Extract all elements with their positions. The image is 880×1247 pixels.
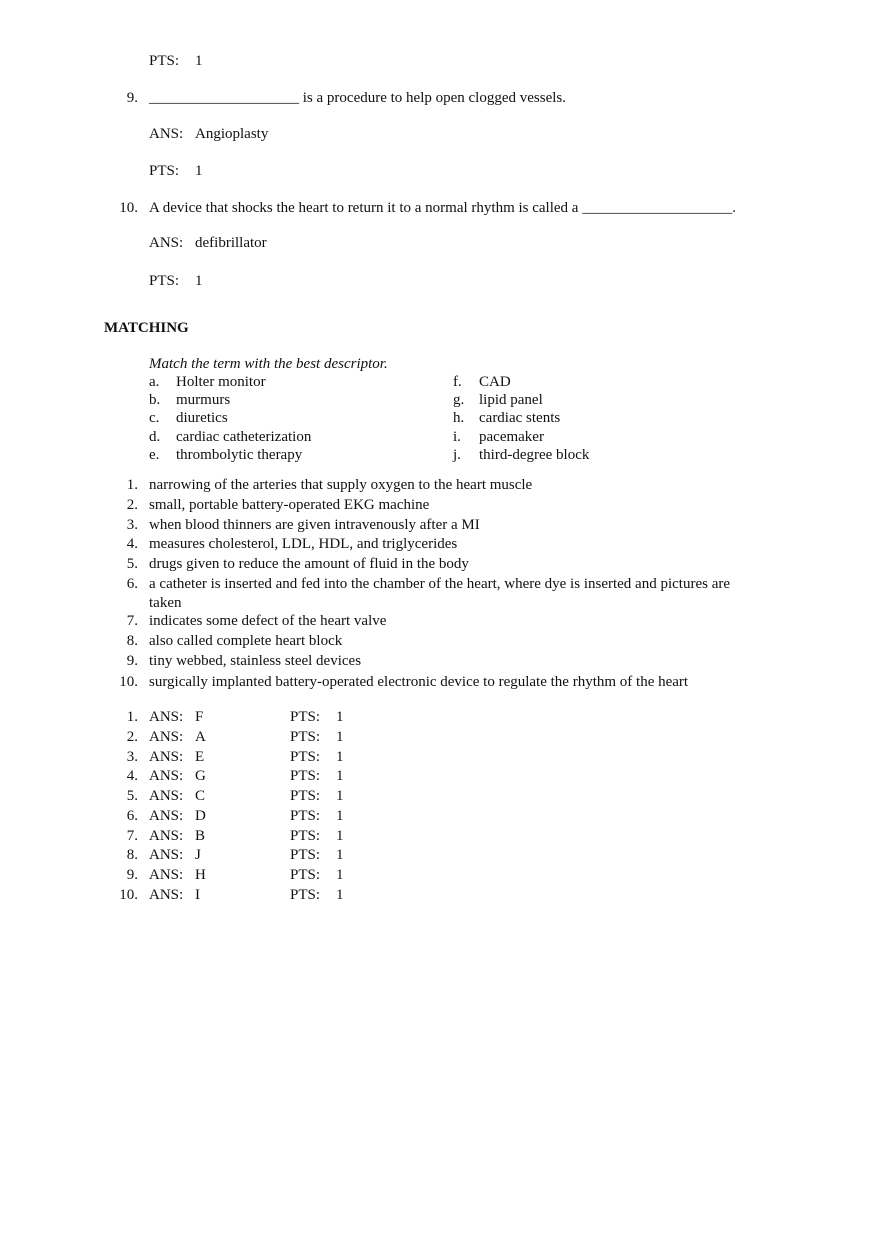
term-letter: g.: [453, 392, 465, 408]
item-number: 8.: [126, 633, 138, 649]
points-value: 1: [336, 828, 344, 844]
question-text: [149, 199, 736, 217]
answer-number: 3.: [126, 749, 138, 765]
answer-label: ANS:: [149, 729, 184, 745]
term-letter: a.: [149, 374, 160, 390]
question-text-part: .: [732, 200, 736, 216]
points-label: PTS:: [290, 768, 321, 784]
points-value: 1: [336, 847, 344, 863]
points-label: PTS:: [290, 867, 321, 883]
item-number: 4.: [126, 536, 138, 552]
term-letter: e.: [149, 447, 160, 463]
question-text: [149, 89, 566, 107]
term-letter: i.: [453, 429, 461, 445]
term-letter: b.: [149, 392, 161, 408]
answer-value: H: [195, 867, 206, 883]
term-text: cardiac catheterization: [176, 429, 312, 445]
points-label: PTS:: [290, 847, 321, 863]
answer-blank: ____________________: [149, 90, 299, 106]
term-letter: h.: [453, 410, 465, 426]
item-number: 9.: [126, 653, 138, 669]
points-value: 1: [336, 709, 344, 725]
answer-label: ANS:: [149, 847, 184, 863]
points-value: 1: [336, 768, 344, 784]
answer-value: D: [195, 808, 206, 824]
answer-label: ANS:: [149, 126, 184, 142]
item-text-continued: taken: [149, 595, 182, 611]
answer-label: ANS:: [149, 867, 184, 883]
answer-number: 7.: [126, 828, 138, 844]
answer-value: A: [195, 729, 206, 745]
points-label: PTS:: [290, 749, 321, 765]
term-text: diuretics: [176, 410, 228, 426]
points-label: PTS:: [290, 788, 321, 804]
answer-label: ANS:: [149, 749, 184, 765]
item-text: tiny webbed, stainless steel devices: [149, 653, 362, 669]
item-text: drugs given to reduce the amount of fluid in the body: [149, 556, 469, 572]
points-value: 1: [336, 808, 344, 824]
item-number: 2.: [126, 497, 138, 513]
points-label: PTS:: [290, 887, 321, 903]
answer-label: ANS:: [149, 768, 184, 784]
term-text: third-degree block: [479, 447, 590, 463]
answer-label: ANS:: [149, 235, 184, 251]
instructions: Match the term with the best descriptor.: [149, 356, 388, 372]
item-text: surgically implanted battery-operated electronic device to regulate the rhythm of the heart: [149, 674, 689, 690]
answer-label: ANS:: [149, 828, 184, 844]
answer-label: ANS:: [149, 887, 184, 903]
points-label: PTS:: [149, 163, 180, 179]
term-text: CAD: [479, 374, 511, 390]
term-text: cardiac stents: [479, 410, 561, 426]
answer-value: J: [195, 847, 201, 863]
item-text: when blood thinners are given intravenously after a MI: [149, 517, 480, 533]
answer-value: C: [195, 788, 206, 804]
points-value: 1: [336, 729, 344, 745]
points-label: PTS:: [290, 709, 321, 725]
answer-value: I: [195, 887, 200, 903]
points-value: 1: [336, 749, 344, 765]
term-letter: c.: [149, 410, 160, 426]
points-label: PTS:: [290, 808, 321, 824]
section-heading: MATCHING: [104, 320, 189, 336]
term-letter: d.: [149, 429, 161, 445]
points-value: 1: [336, 788, 344, 804]
question-number: 10.: [119, 200, 138, 216]
term-letter: f.: [453, 374, 462, 390]
term-text: pacemaker: [479, 429, 544, 445]
term-letter: j.: [453, 447, 461, 463]
term-text: thrombolytic therapy: [176, 447, 303, 463]
points-value: 1: [195, 53, 203, 69]
points-label: PTS:: [290, 729, 321, 745]
answer-value: F: [195, 709, 204, 725]
points-value: 1: [195, 163, 203, 179]
answer-value: E: [195, 749, 205, 765]
answer-number: 4.: [126, 768, 138, 784]
answer-number: 2.: [126, 729, 138, 745]
answer-number: 6.: [126, 808, 138, 824]
item-number: 6.: [126, 576, 138, 592]
answer-label: ANS:: [149, 788, 184, 804]
item-number: 3.: [126, 517, 138, 533]
item-number: 10.: [119, 674, 138, 690]
item-text: narrowing of the arteries that supply oxygen to the heart muscle: [149, 477, 533, 493]
item-number: 7.: [126, 613, 138, 629]
answer-value: Angioplasty: [195, 126, 269, 142]
answer-value: defibrillator: [195, 235, 267, 251]
answer-value: G: [195, 768, 206, 784]
answer-label: ANS:: [149, 709, 184, 725]
item-text: a catheter is inserted and fed into the chamber of the heart, where dye is inserted and pictures are: [149, 576, 731, 592]
item-text: also called complete heart block: [149, 633, 343, 649]
answer-value: B: [195, 828, 206, 844]
question-text-part: A device that shocks the heart to return it to a normal rhythm is called a: [149, 200, 583, 216]
answer-blank: ____________________: [582, 200, 733, 216]
points-value: 1: [195, 273, 203, 289]
term-text: murmurs: [176, 392, 231, 408]
term-text: Holter monitor: [176, 374, 266, 390]
item-text: indicates some defect of the heart valve: [149, 613, 387, 629]
answer-number: 10.: [119, 887, 138, 903]
term-text: lipid panel: [479, 392, 543, 408]
answer-label: ANS:: [149, 808, 184, 824]
question-text-part: is a procedure to help open clogged vessels.: [299, 90, 567, 106]
answer-number: 1.: [126, 709, 138, 725]
points-label: PTS:: [149, 53, 180, 69]
answer-number: 9.: [126, 867, 138, 883]
points-label: PTS:: [149, 273, 180, 289]
answer-number: 8.: [126, 847, 138, 863]
points-label: PTS:: [290, 828, 321, 844]
answer-number: 5.: [126, 788, 138, 804]
item-number: 5.: [126, 556, 138, 572]
item-number: 1.: [126, 477, 138, 493]
points-value: 1: [336, 887, 344, 903]
item-text: small, portable battery-operated EKG machine: [149, 497, 430, 513]
points-value: 1: [336, 867, 344, 883]
item-text: measures cholesterol, LDL, HDL, and triglycerides: [149, 536, 458, 552]
question-number: 9.: [126, 90, 138, 106]
